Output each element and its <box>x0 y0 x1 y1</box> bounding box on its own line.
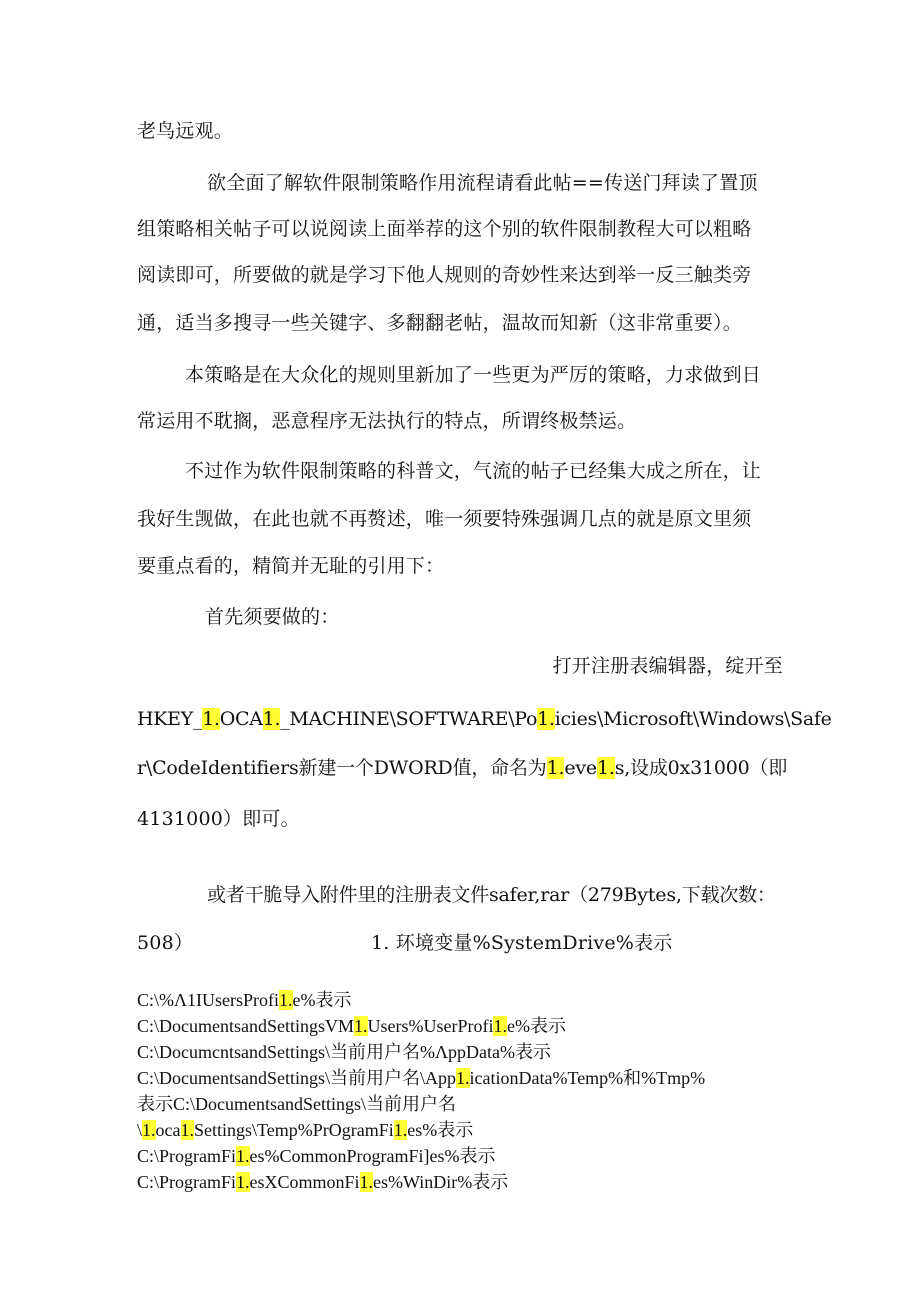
paragraph-line: 常运用不耽搁，恶意程序无法执行的特点，所谓终极禁运。 <box>137 410 637 432</box>
code-line: 表示C:\DocumentsandSettings\当前用户名 <box>137 1094 456 1114</box>
paragraph-line: 或者干脆导入附件里的注册表文件safer,rar（279Bytes,下载次数： <box>207 884 776 906</box>
highlight: 1. <box>537 708 555 730</box>
paragraph-line: 我好生觊做，在此也就不再赘述，唯一须要特殊强调几点的就是原文里须 <box>137 508 752 530</box>
code-line: C:\%Λ1IUsersProfi1.e%表示 <box>137 990 352 1010</box>
highlight: 1. <box>354 1016 368 1036</box>
paragraph-line: 508） 1. 环境变量%SystemDrive%表示 <box>137 932 673 954</box>
code-line: C:\ProgramFi1.es%CommonProgramFi]es%表示 <box>137 1146 496 1166</box>
highlight: 1. <box>180 1120 194 1140</box>
code-line: C:\DocumcntsandSettings\当前用户名%ΛppData%表示 <box>137 1042 552 1062</box>
code-line: C:\DocumentsandSettingsVM1.Users%UserProfi1.e%表示 <box>137 1016 566 1036</box>
highlight: 1. <box>456 1068 470 1088</box>
registry-path-line: HKEY_1.OCA1._MACHINE\SOFTWARE\Po1.icies\Microsoft\Windows\Safe <box>137 708 832 730</box>
highlight: 1. <box>393 1120 408 1140</box>
highlight: 1. <box>279 990 293 1010</box>
highlight: 1. <box>236 1146 250 1166</box>
paragraph-line: 阅读即可，所要做的就是学习下他人规则的奇妙性来达到举一反三触类旁 <box>137 264 752 286</box>
highlight: 1. <box>493 1016 507 1036</box>
highlight: 1. <box>262 708 281 730</box>
highlight: 1. <box>359 1172 374 1192</box>
paragraph-line: 欲全面了解软件限制策略作用流程请看此帖==传送门拜读了置顶 <box>207 172 758 194</box>
paragraph-line: 老鸟远观。 <box>137 120 234 142</box>
highlight: 1. <box>546 757 565 779</box>
paragraph-line: 本策略是在大众化的规则里新加了一些更为严厉的策略，力求做到日 <box>185 364 762 386</box>
paragraph-line: 组策略相关帖子可以说阅读上面举荐的这个别的软件限制教程大可以粗略 <box>137 218 752 240</box>
highlight: 1. <box>202 708 220 730</box>
highlight: 1. <box>236 1172 250 1192</box>
highlight: 1. <box>596 757 615 779</box>
code-line: \1.oca1.Settings\Temp%PrOgramFi1.es%表示 <box>137 1120 474 1140</box>
paragraph-line: 首先须要做的： <box>205 606 340 628</box>
highlight: 1. <box>142 1120 156 1140</box>
paragraph-line: 要重点看的，精简并无耻的引用下： <box>137 555 445 577</box>
code-line: C:\DocumentsandSettings\当前用户名\App1.icationData%Temp%和%Tmp% <box>137 1068 706 1088</box>
paragraph-line: 通，适当多搜寻一些关键字、多翻翻老帖，温故而知新（这非常重要）。 <box>137 312 742 334</box>
paragraph-line: r\CodeIdentifiers新建一个DWORD值，命名为1.eve1.s,设成0x31000（即 <box>137 757 788 779</box>
paragraph-line: 不过作为软件限制策略的科普文，气流的帖子已经集大成之所在，让 <box>185 460 762 482</box>
paragraph-line: 打开注册表编辑器，绽开至 <box>552 655 783 677</box>
code-line: C:\ProgramFi1.esXCommonFi1.es%WinDir%表示 <box>137 1172 509 1192</box>
paragraph-line: 4131000）即可。 <box>137 808 300 830</box>
